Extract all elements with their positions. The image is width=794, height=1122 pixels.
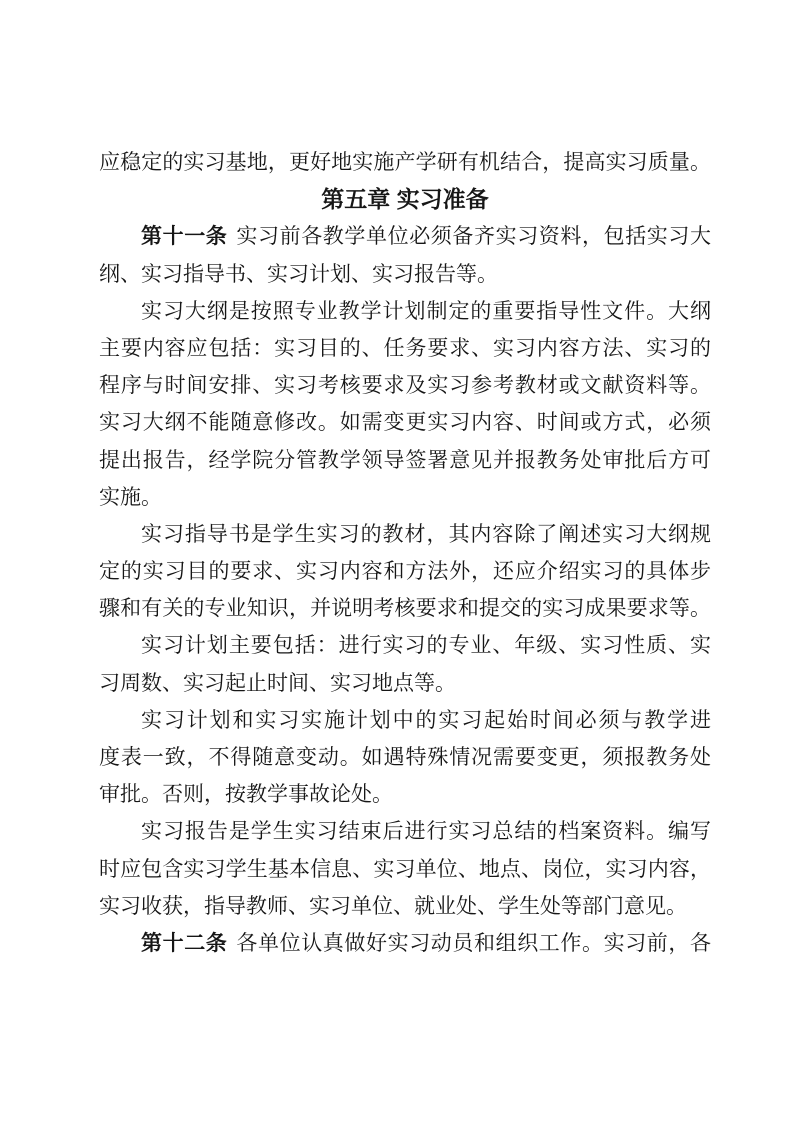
text-line: 程序与时间安排、实习考核要求及实习参考教材或文献资料等。 (99, 373, 711, 398)
text-line: 应稳定的实习基地，更好地实施产学研有机结合，提高实习质量。 (99, 150, 711, 174)
text-line: 审批。否则，按教学事故论处。 (99, 782, 393, 807)
text-line: 实习报告是学生实习结束后进行实习总结的档案资料。编写 (141, 819, 711, 844)
text-line: 度表一致，不得随意变动。如遇特殊情况需要变更，须报教务处 (99, 745, 711, 769)
text-line: 纲、实习指导书、实习计划、实习报告等。 (99, 261, 498, 286)
text-line: 实习大纲是按照专业教学计划制定的重要指导性文件。大纲 (141, 298, 711, 323)
text-line (99, 218, 711, 255)
text-line: 实习指导书是学生实习的教材，其内容除了阐述实习大纲规 (141, 521, 711, 546)
text-line: 实习计划和实习实施计划中的实习起始时间必须与教学进 (141, 707, 711, 732)
text-line: 时应包含实习学生基本信息、实习单位、地点、岗位，实习内容， (99, 856, 711, 881)
text-line: 实习计划主要包括：进行实习的专业、年级、实习性质、实 (141, 633, 711, 658)
text-line (99, 925, 711, 962)
chapter-heading: 第五章 实习准备 (321, 186, 489, 213)
text-run: 实习前各教学单位必须备齐实习资料，包括实习大 (236, 224, 711, 249)
text-line: 主要内容应包括：实习目的、任务要求、实习内容方法、实习的 (99, 335, 711, 360)
text-run: 各单位认真做好实习动员和组织工作。实习前，各 (236, 930, 711, 955)
text-line: 习周数、实习起止时间、实习地点等。 (99, 670, 456, 695)
text-line: 骤和有关的专业知识，并说明考核要求和提交的实习成果要求等。 (99, 596, 711, 621)
text-line: 提出报告，经学院分管教学领导签署意见并报教务处审批后方可 (99, 447, 711, 472)
text-line: 定的实习目的要求、实习内容和方法外，还应介绍实习的具体步 (99, 559, 711, 584)
text-line: 实施。 (99, 484, 162, 509)
article-number: 第十二条 (141, 930, 228, 955)
text-line: 实习大纲不能随意修改。如需变更实习内容、时间或方式，必须 (99, 410, 711, 435)
article-number: 第十一条 (141, 224, 228, 249)
text-line: 实习收获，指导教师、实习单位、就业处、学生处等部门意见。 (99, 893, 687, 918)
page-body (99, 144, 711, 962)
